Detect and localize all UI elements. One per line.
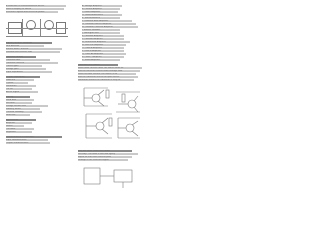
section-heading: Output impedance <box>6 76 40 78</box>
list-item: E. Transresistance <box>82 17 120 19</box>
text-line: Regulator <box>6 131 32 133</box>
text-line: and the transistor acts as an open circuit. <box>78 76 138 78</box>
text-line: Stability factor <box>6 108 40 110</box>
text-line: Heat sink <box>6 114 30 116</box>
text-line: Self bias <box>6 102 32 104</box>
list-item: Q. Class AB Amplifier <box>82 53 126 55</box>
list-item: J. Darlington Pair <box>82 32 120 34</box>
transistor-diagram <box>6 16 68 38</box>
text-line: Input impedance <box>6 71 52 73</box>
text-line: Forward bias Reverse bias <box>6 51 60 53</box>
text-line: doped so that most carriers pass <box>78 156 132 158</box>
circuit-diagram <box>78 84 144 142</box>
list-item: G. Common Emitter Amplifier <box>82 23 136 25</box>
list-item: R. Class C Amplifier <box>82 56 124 58</box>
text-line: Oscillator <box>6 128 34 130</box>
list-item: B. Current Amplifier <box>82 8 120 10</box>
text-line: Current gain <box>6 65 42 67</box>
section-heading: Why are some transistors made <box>78 150 132 152</box>
text-line: used to amplify or switch <box>6 8 64 10</box>
section-heading: Bipolar Junction Transistor <box>6 42 52 44</box>
text-line: Active region <box>6 91 38 93</box>
figure-svg <box>78 164 140 190</box>
list-item: C. Power Amplifier <box>82 11 118 13</box>
list-item: S. Tuned Amplifier <box>82 59 120 61</box>
text-line: Q point <box>6 82 28 84</box>
section-heading: Transistor as a Switch <box>78 64 118 66</box>
list-item: D. Transconductance <box>82 14 122 16</box>
list-item: L. Cascode Amplifier <box>82 38 124 40</box>
text-line: this way? The base is thin and lightly <box>78 153 138 155</box>
text-line: Saturation means the transistor is fully on. <box>78 79 134 81</box>
section-heading: Applications <box>6 119 36 121</box>
text-line: Thermal runaway <box>6 111 42 113</box>
text-line: Voltage gain <box>6 68 46 70</box>
text-line: Emitter Base Collector <box>6 48 62 50</box>
wire <box>6 36 68 37</box>
text-line: Fixed bias <box>6 99 34 101</box>
list-item: P. Class B Amplifier <box>82 50 124 52</box>
text-line: Voltage divider bias <box>6 105 48 107</box>
text-line: When base current flows, the switch turns on <box>78 67 142 69</box>
text-line: Common base <box>6 59 50 61</box>
text-line: When no base current, the switch is off <box>78 73 136 75</box>
text-line: Output characteristics <box>6 142 50 144</box>
wire <box>6 28 68 29</box>
text-line: through to the collector region. <box>78 159 128 161</box>
text-line: NPN and PNP <box>6 45 44 47</box>
list-item: K. Cascade Amplifier <box>82 35 124 37</box>
text-line: Saturation <box>6 85 36 87</box>
list-item: H. Common Collector Amplifier <box>82 26 138 28</box>
text-line: Common collector <box>6 62 58 64</box>
list-item: N. Push Pull Amplifier <box>82 44 126 46</box>
list-item: M. Differential Amplifier <box>82 41 130 43</box>
list-item: A. Voltage Amplifier <box>82 5 122 7</box>
circuit-svg <box>78 84 144 142</box>
text-line: and the collector current flows through load. <box>78 70 140 72</box>
text-line: A transistor is a semiconductor device <box>6 5 66 7</box>
text-line: Amplifier <box>6 122 32 124</box>
bottom-figure <box>78 164 140 190</box>
wire <box>22 19 23 37</box>
section-heading: Biasing <box>6 96 30 98</box>
section-heading: Characteristics of transistor <box>6 136 62 138</box>
text-line: Load line <box>6 79 34 81</box>
section-heading: Common emitter <box>6 56 36 58</box>
text-line: electronic signals and electrical power. <box>6 11 58 13</box>
wire <box>40 19 41 37</box>
list-item: O. Class A Amplifier <box>82 47 124 49</box>
list-item: I. Emitter Follower <box>82 29 120 31</box>
list-item: F. Common Base Amplifier <box>82 20 132 22</box>
text-line: Input characteristics <box>6 139 48 141</box>
text-line: Cut off <box>6 88 32 90</box>
text-line: Switch <box>6 125 24 127</box>
